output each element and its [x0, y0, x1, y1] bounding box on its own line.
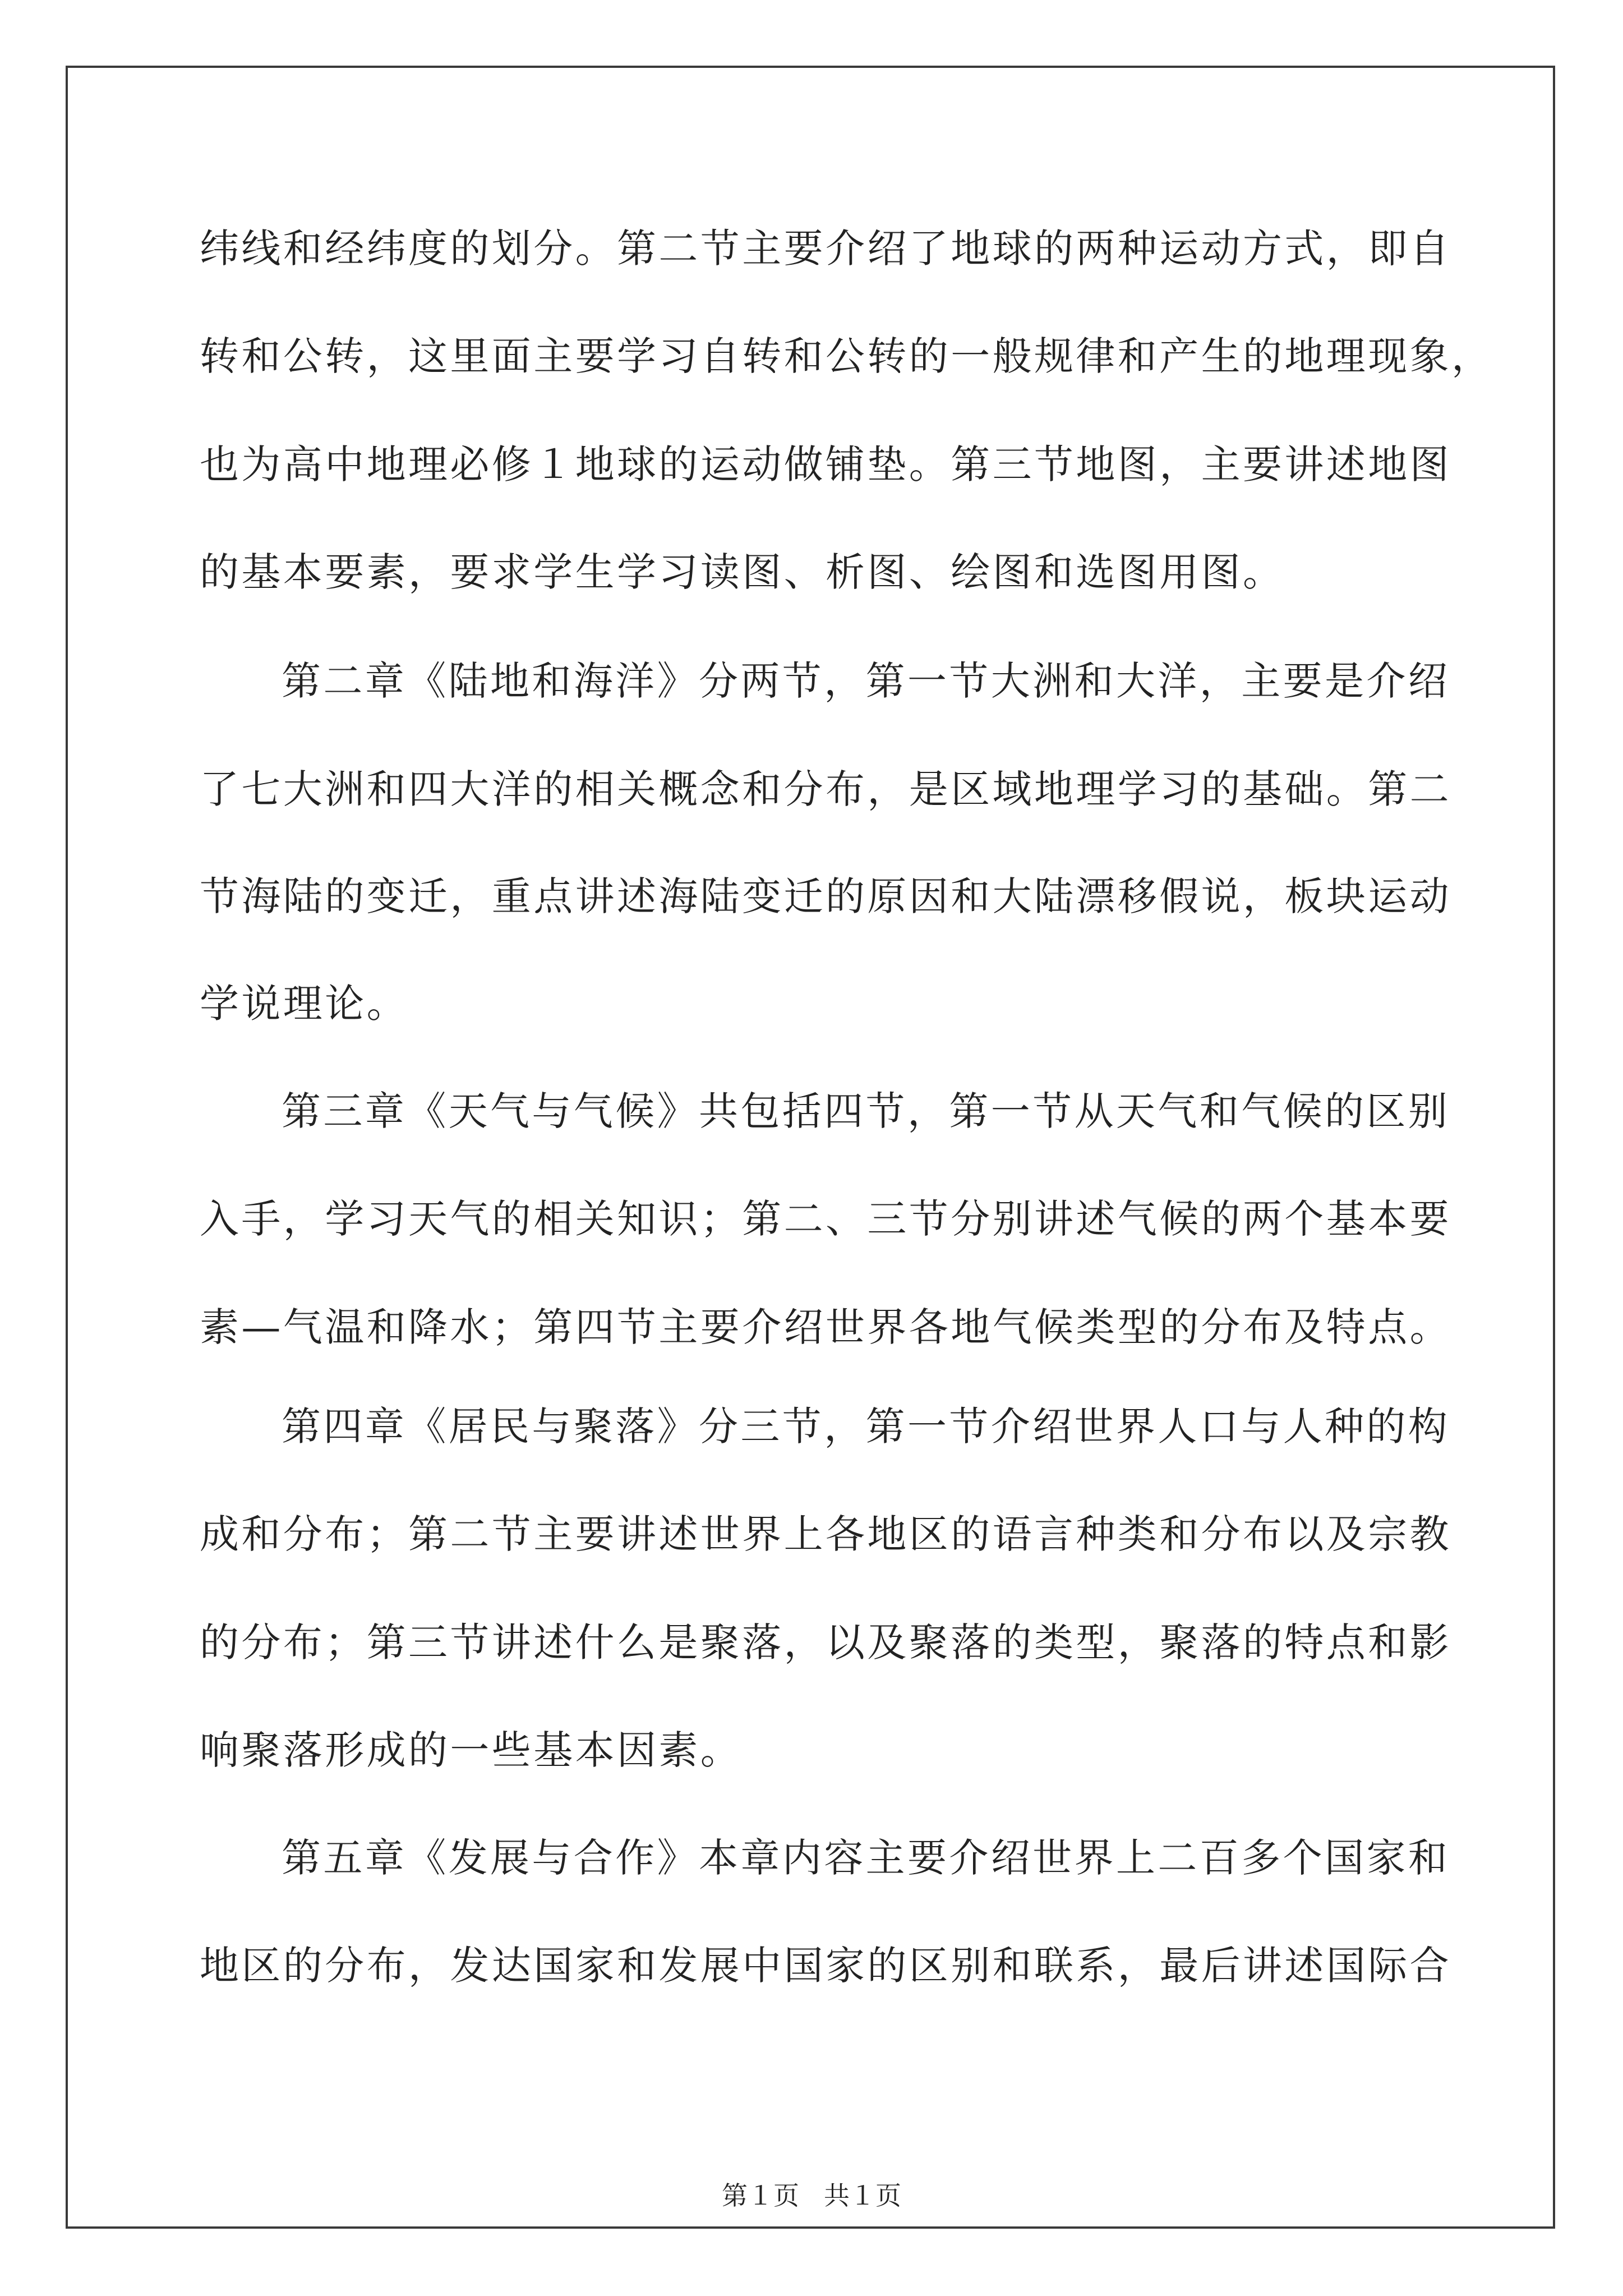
text-line: 素—气温和降水；第四节主要介绍世界各地气候类型的分布及特点。	[200, 1304, 1451, 1350]
text-line: 节海陆的变迁，重点讲述海陆变迁的原因和大陆漂移假说，板块运动	[200, 873, 1451, 919]
text-line: 入手，学习天气的相关知识；第二、三节分别讲述气候的两个基本要	[200, 1196, 1451, 1242]
text-line: 的基本要素，要求学生学习读图、析图、绘图和选图用图。	[200, 549, 1285, 595]
paragraph-start-line: 第二章《陆地和海洋》分两节，第一节大洲和大洋，主要是介绍	[282, 658, 1450, 704]
page-total: 共１页	[824, 2180, 901, 2211]
paragraph-start-line: 第五章《发展与合作》本章内容主要介绍世界上二百多个国家和	[282, 1835, 1450, 1881]
text-line: 纬线和经纬度的划分。第二节主要介绍了地球的两种运动方式，即自	[200, 226, 1451, 272]
text-line: 的分布；第三节讲述什么是聚落，以及聚落的类型，聚落的特点和影	[200, 1619, 1451, 1665]
text-line: 响聚落形成的一些基本因素。	[200, 1727, 743, 1773]
text-line: 也为高中地理必修１地球的运动做铺垫。第三节地图，主要讲述地图	[200, 441, 1451, 487]
paragraph-start-line: 第三章《天气与气候》共包括四节，第一节从天气和气候的区别	[282, 1088, 1450, 1134]
text-line: 成和分布；第二节主要讲述世界上各地区的语言种类和分布以及宗教	[200, 1511, 1451, 1557]
text-line: 地区的分布，发达国家和发展中国家的区别和联系，最后讲述国际合	[200, 1943, 1451, 1989]
text-line: 了七大洲和四大洋的相关概念和分布，是区域地理学习的基础。第二	[200, 766, 1451, 812]
text-line: 学说理论。	[200, 981, 408, 1027]
page-footer	[0, 2179, 1623, 2212]
text-line: 转和公转，这里面主要学习自转和公转的一般规律和产生的地理现象，	[200, 333, 1493, 379]
page-border	[66, 66, 1555, 2229]
page-number: 第１页	[722, 2180, 799, 2211]
paragraph-start-line: 第四章《居民与聚落》分三节，第一节介绍世界人口与人种的构	[282, 1404, 1450, 1450]
